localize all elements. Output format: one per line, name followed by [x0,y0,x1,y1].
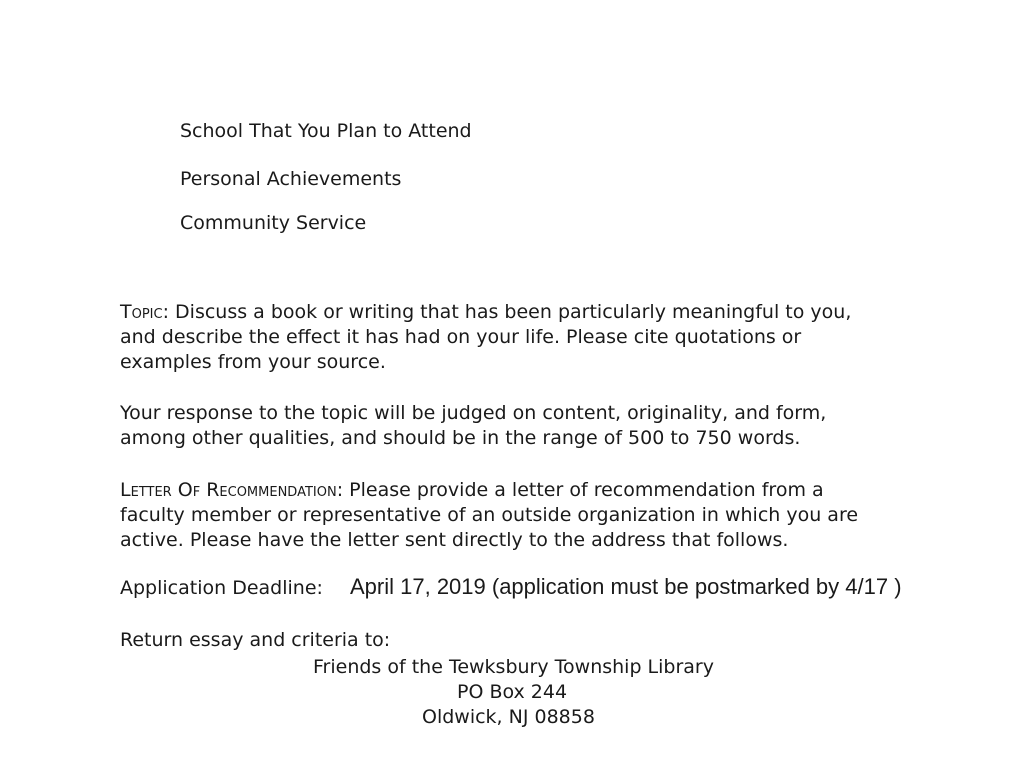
topic-line-1-text: : Discuss a book or writing that has been particularly meaningful to you, [162,301,852,323]
recommendation-paragraph [120,478,858,553]
topic-heading: Topic [120,301,163,323]
application-deadline [120,574,902,599]
address-line-1: Friends of the Tewksbury Township Library [313,656,714,678]
topic-line-1 [120,300,851,325]
recommendation-line-2: faculty member or representative of an outside organization in which you are [120,504,859,526]
deadline-value: April 17, 2019 (application must be postmarked by 4/17 ) [350,574,902,599]
recommendation-line-3: active. Please have the letter sent directly to the address that follows. [120,529,789,551]
mailing-address [0,655,1024,730]
judging-paragraph [120,401,826,451]
recommendation-line-1-text: : Please provide a letter of recommendation from a [336,479,824,501]
judging-line-1: Your response to the topic will be judged on content, originality, and form, [120,402,827,424]
recommendation-line-1 [120,478,858,503]
return-label: Return essay and criteria to: [120,629,391,651]
deadline-label: Application Deadline: [120,577,323,599]
recommendation-heading: Letter Of Recommendation [120,479,337,501]
topic-line-3: examples from your source. [120,351,386,373]
field-personal-achievements: Personal Achievements [180,168,402,190]
address-line-2: PO Box 244 [457,681,568,703]
address-line-3: Oldwick, NJ 08858 [422,706,595,728]
field-school: School That You Plan to Attend [180,120,472,142]
topic-line-2: and describe the effect it has had on your life. Please cite quotations or [120,326,802,348]
topic-paragraph [120,300,851,375]
field-community-service: Community Service [180,212,367,234]
judging-line-2: among other qualities, and should be in the range of 500 to 750 words. [120,427,801,449]
